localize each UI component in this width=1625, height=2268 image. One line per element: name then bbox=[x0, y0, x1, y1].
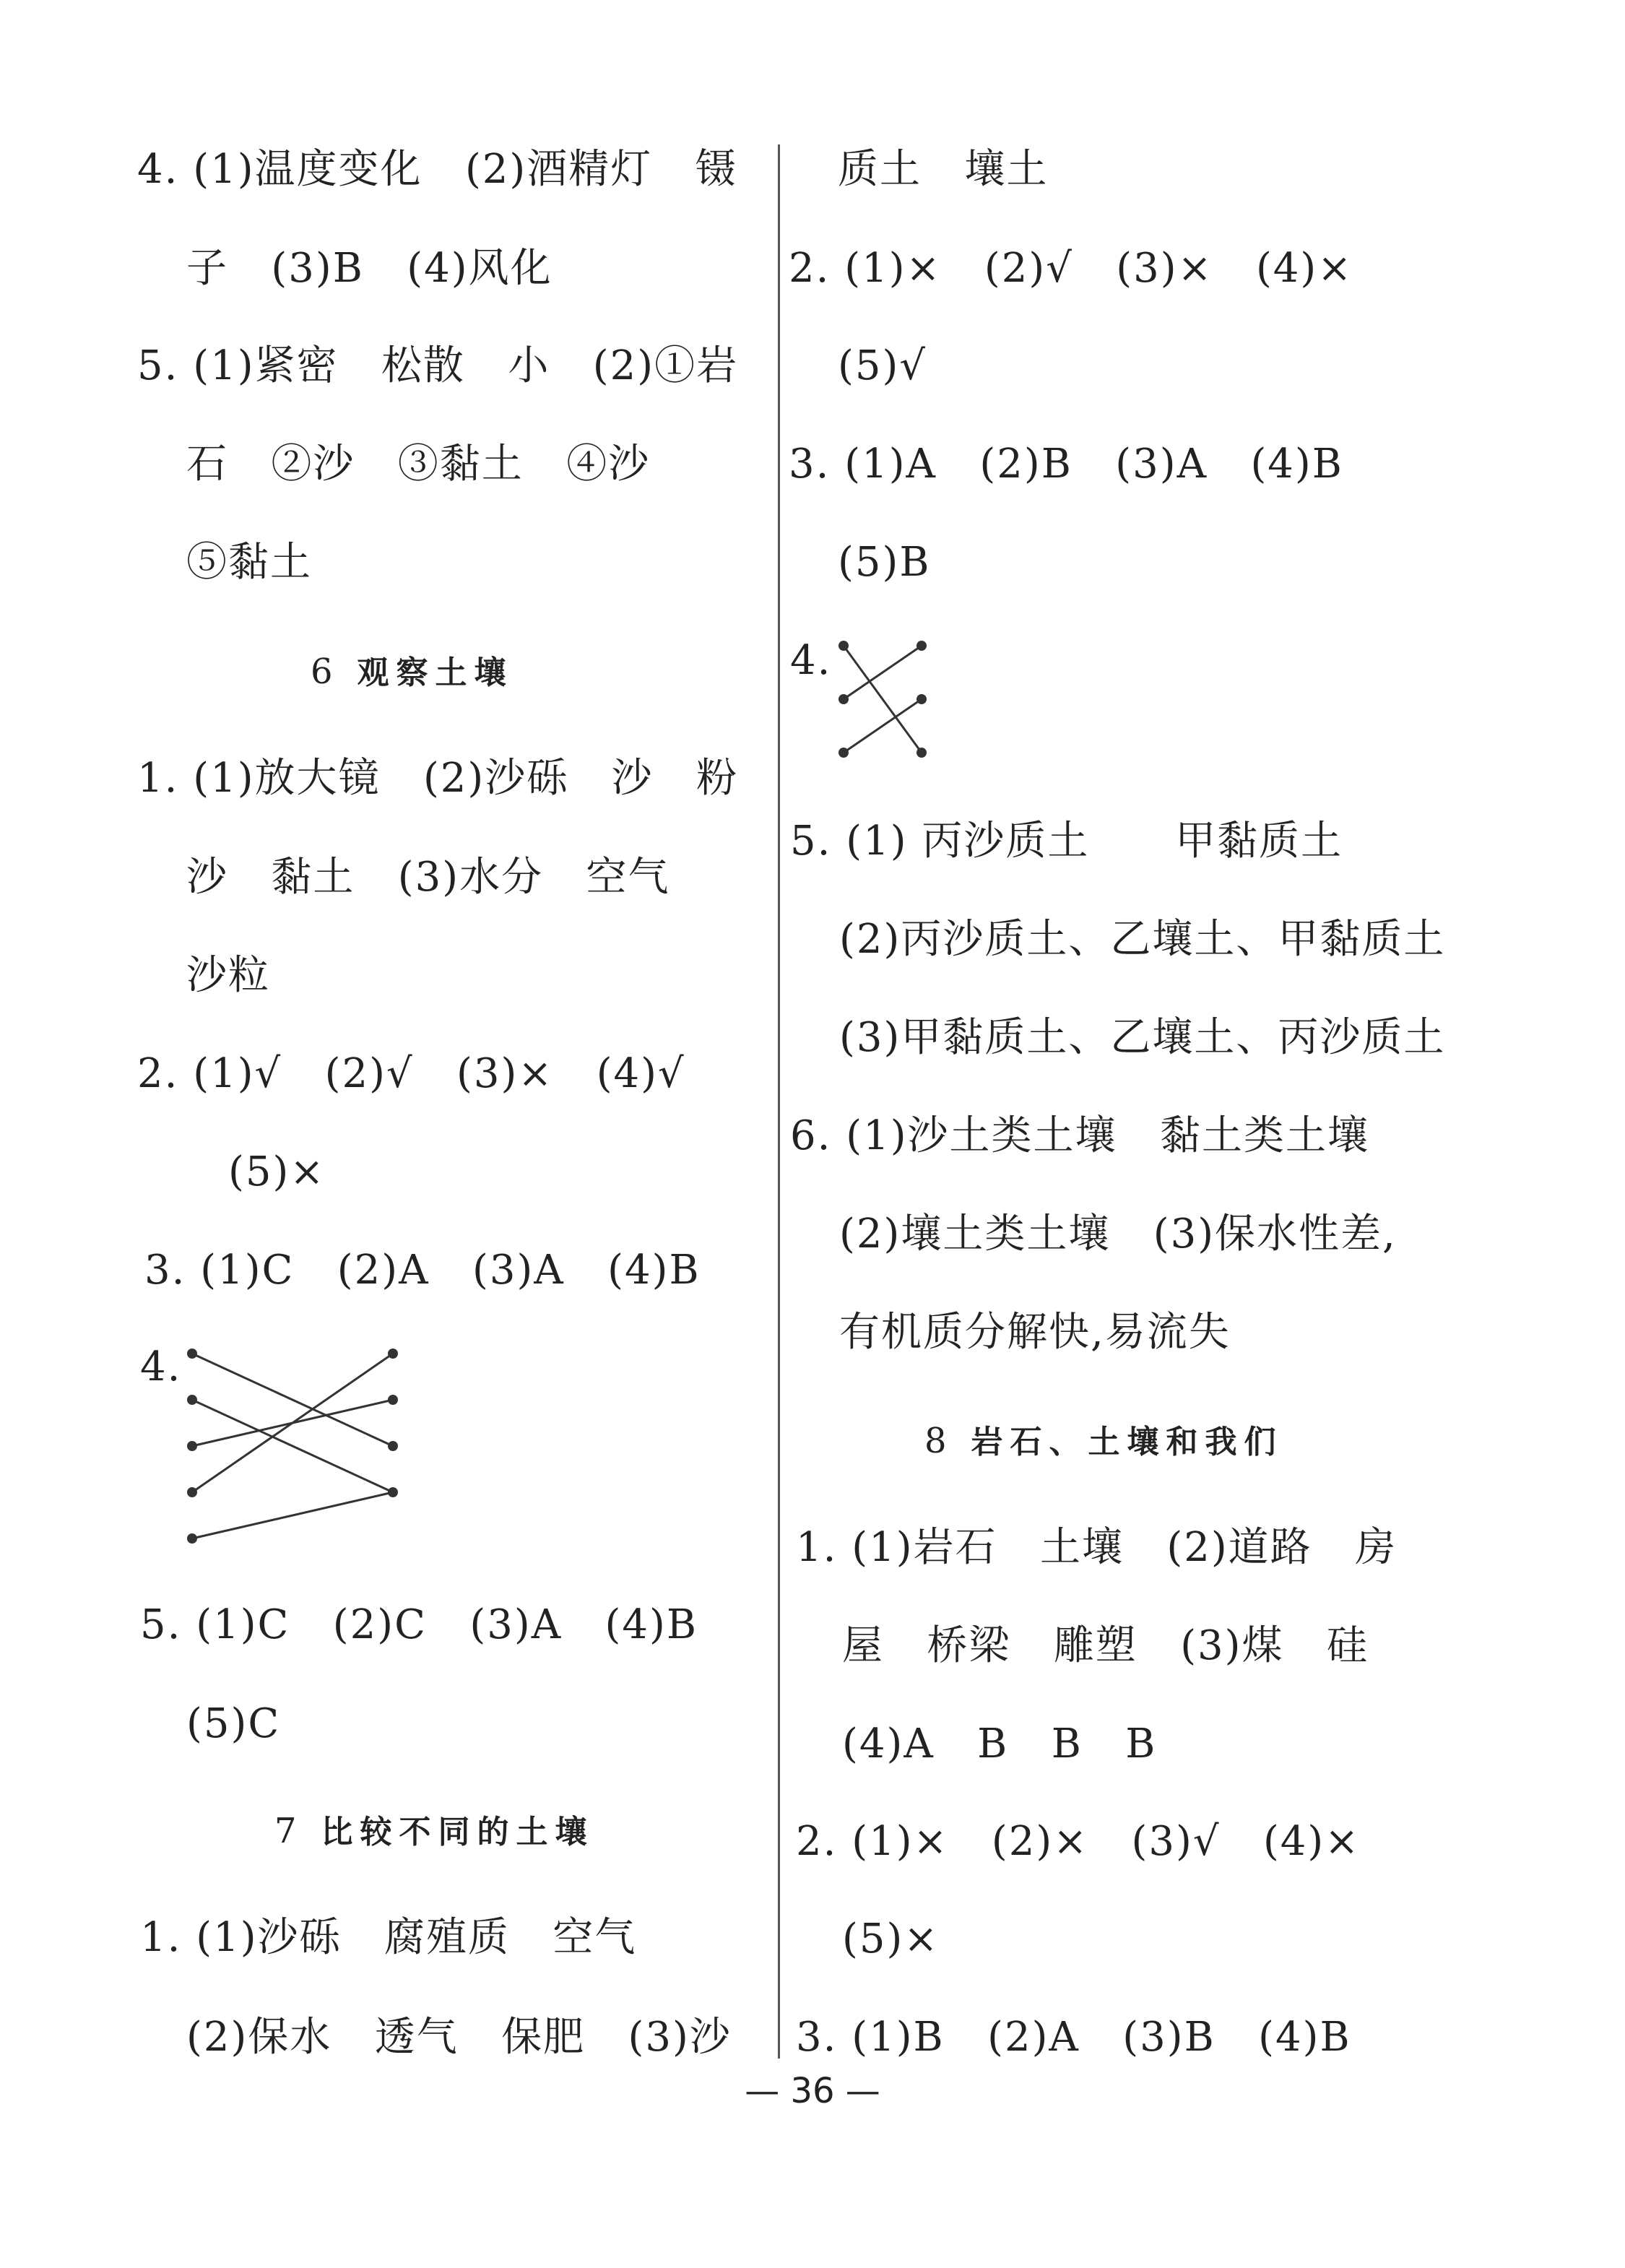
section-heading-8: 8 岩石、土壤和我们 bbox=[924, 1421, 1283, 1461]
answer-line: 子 (3)B (4)风化 bbox=[186, 245, 552, 292]
answer-line: (2)丙沙质土、乙壤土、甲黏质土 bbox=[839, 916, 1446, 963]
section-heading-7: 7 比较不同的土壤 bbox=[274, 1811, 594, 1851]
answer-line: 沙 黏土 (3)水分 空气 bbox=[186, 854, 670, 901]
answer-line: 石 ②沙 ③黏土 ④沙 bbox=[186, 441, 651, 488]
matching-label: 4. bbox=[790, 637, 832, 684]
answer-line: ⑤黏土 bbox=[186, 539, 312, 586]
answer-line: (5)× bbox=[842, 1916, 940, 1962]
section-heading-6: 6 观察土壤 bbox=[311, 652, 514, 692]
answer-line: (5)× bbox=[228, 1148, 326, 1195]
answer-line: 1. (1)放大镜 (2)沙砾 沙 粉 bbox=[137, 755, 739, 802]
matching-label: 4. bbox=[140, 1343, 182, 1390]
answer-line: 5. (1)紧密 松散 小 (2)①岩 bbox=[137, 342, 739, 389]
matching-lines-diagram bbox=[836, 634, 930, 764]
column-divider bbox=[778, 144, 780, 2059]
answer-line: (3)甲黏质土、乙壤土、丙沙质土 bbox=[839, 1014, 1446, 1061]
answer-line: 1. (1)沙砾 腐殖质 空气 bbox=[140, 1914, 637, 1961]
answer-line: 2. (1)× (2)√ (3)× (4)× bbox=[789, 245, 1353, 292]
answer-line: (2)壤土类土壤 (3)保水性差, bbox=[839, 1211, 1397, 1258]
answer-line: 5. (1) 丙沙质土 甲黏质土 bbox=[790, 818, 1343, 865]
page-number: — 36 — bbox=[745, 2071, 880, 2111]
answer-line: 质土 壤土 bbox=[838, 146, 1049, 193]
answer-line: 3. (1)A (2)B (3)A (4)B bbox=[789, 441, 1343, 488]
matching-lines-diagram bbox=[181, 1343, 412, 1553]
answer-line: 2. (1)√ (2)√ (3)× (4)√ bbox=[137, 1050, 685, 1097]
answer-line: 4. (1)温度变化 (2)酒精灯 镊 bbox=[137, 146, 737, 193]
answer-line: (4)A B B B bbox=[842, 1721, 1157, 1767]
answer-line: 3. (1)B (2)A (3)B (4)B bbox=[796, 2014, 1351, 2061]
answer-line: 3. (1)C (2)A (3)A (4)B bbox=[144, 1247, 701, 1294]
answer-line: (2)保水 透气 保肥 (3)沙 bbox=[186, 2014, 732, 2061]
answer-line: (5)√ bbox=[838, 342, 927, 389]
answer-line: 屋 桥梁 雕塑 (3)煤 硅 bbox=[842, 1622, 1369, 1669]
answer-line: 有机质分解快,易流失 bbox=[839, 1309, 1231, 1356]
answer-line: (5)C bbox=[186, 1700, 281, 1747]
answer-line: 5. (1)C (2)C (3)A (4)B bbox=[140, 1601, 698, 1648]
answer-line: 6. (1)沙土类土壤 黏土类土壤 bbox=[790, 1112, 1369, 1159]
answer-line: (5)B bbox=[838, 539, 931, 586]
answer-line: 1. (1)岩石 土壤 (2)道路 房 bbox=[796, 1524, 1398, 1571]
answer-line: 2. (1)× (2)× (3)√ (4)× bbox=[796, 1818, 1361, 1865]
answer-line: 沙粒 bbox=[186, 952, 270, 999]
